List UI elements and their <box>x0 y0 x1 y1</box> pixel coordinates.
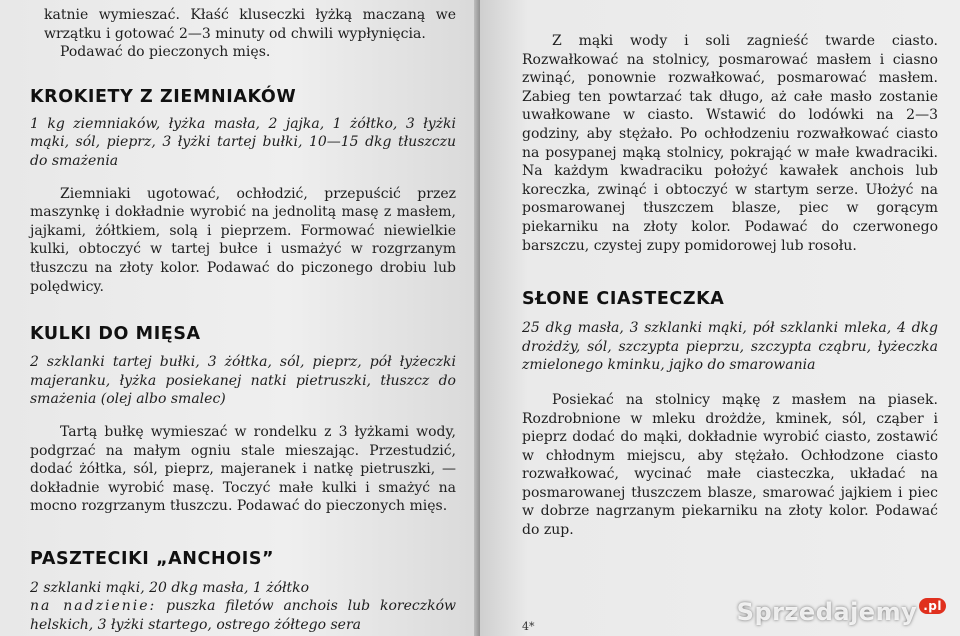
nadzienie-label: na nadzienie: <box>30 598 157 615</box>
watermark-logo <box>737 598 946 626</box>
intro-text: katnie wymieszać. Kłaść kluseczki łyżką maczaną we wrzątku i gotować 2—3 minuty od chwili wypłynięcia. <box>44 7 456 42</box>
ingredients-paszteciki-dough: 2 szklanki mąki, 20 dkg masła, 1 żółtko <box>30 579 310 596</box>
intro-serve: Podawać do pieczonych mięs. <box>60 44 271 61</box>
instructions-krokiety: Ziemniaki ugotować, ochłodzić, przepuścić przez maszynkę i dokładnie wyrobić na jednolitą masę z masłem, jajkami, żółtkiem, solą i pieprzem. Formować niewielkie kulki, obtoczyć w tartej bułce i usmażyć w rozgrzanym tłuszczu na złoty kolor. Podawać do piczonego drobiu lub polędwicy. <box>30 185 456 295</box>
instructions-kulki: Tartą bułkę wymieszać w rondelku z 3 łyżkami wody, podgrzać na małym ogniu stale mieszając. Przestudzić, dodać żółtka, sól, pieprz, majeranek i natkę pietruszki, — dokładnie wyrobić masę. Toczyć małe kulki i smażyć na mocno rozgrzanym tłuszczu. Podawać do pieczonych mięs. <box>30 423 456 515</box>
watermark-suffix: .pl <box>919 598 946 614</box>
page-number: 4* <box>522 620 535 633</box>
recipe-title-kulki: KULKI DO MIĘSA <box>30 324 201 345</box>
ingredients-paszteciki-filling: puszka filetów anchois lub koreczków helskich, 3 łyżki startego, ostrego żółtego sera <box>30 598 457 634</box>
ingredients-krokiety: 1 kg ziemniaków, łyżka masła, 2 jajka, 1 żółtko, 3 łyżki mąki, sól, pieprz, 3 łyżki tartej bułki, 10—15 dkg tłuszczu do smażenia <box>30 115 456 169</box>
ingredients-paszteciki <box>30 579 456 635</box>
recipe-title-ciasteczka: SŁONE CIASTECZKA <box>522 289 725 310</box>
recipe-title-paszteciki: PASZTECIKI „ANCHOIS” <box>30 548 275 569</box>
recipe-title-krokiety: KROKIETY Z ZIEMNIAKÓW <box>30 86 297 107</box>
right-page <box>480 0 960 636</box>
ingredients-ciasteczka: 25 dkg masła, 3 szklanki mąki, pół szklanki mleka, 4 dkg drożdży, sól, szczypta pieprzu, szczypta cząbru, łyżeczka zmielonego kminku, jajko do smarowania <box>522 320 938 374</box>
ingredients-kulki: 2 szklanki tartej bułki, 3 żółtka, sól, pieprz, pół łyżeczki majeranku, łyżka posiekanej natki pietruszki, tłuszcz do smażenia (olej albo smalec) <box>30 354 456 408</box>
instructions-anchois: Z mąki wody i soli zagnieść twarde ciasto. Rozwałkować na stolnicy, posmarować masłem i ciasno zwinąć, ponownie rozwałkować, posmarować masłem. Zabieg ten powtarzać tak długo, aż całe masło zostanie uwałkowane w ciasto. Wstawić do lodówki na 2—3 godziny, aby stężało. Po ochłodzeniu rozwałkować ciasto na posypanej mąką stolnicy, pokrająć w małe kwadraciki. Na każdym kwadraciku położyć kawałek anchois lub koreczka, zwinąć i obtoczyć w startym serze. Ułożyć na posmarowanej tłuszczem blasze, piec w gorącym piekarniku na złoty kolor. Podawać do czerwonego barszczu, czystej zupy pomidorowej lub rosołu. <box>522 33 938 254</box>
instructions-ciasteczka: Posiekać na stolnicy mąkę z masłem na piasek. Rozdrobnione w mleku drożdże, kminek, sól, cząber i pieprz dodać do mąki, dokładnie wyrobić ciasto, zostawić w chłodnym miejscu, aby stężało. Ochłodzone ciasto rozwałkować, wycinać małe ciasteczka, układać na posmarowanej tłuszczem blasze, smarować jajkiem i piec w dobrze nagrzanym piekarniku na złoty kolor. Podawać do zup. <box>522 391 938 539</box>
watermark-text: Sprzedajemy <box>736 598 918 626</box>
